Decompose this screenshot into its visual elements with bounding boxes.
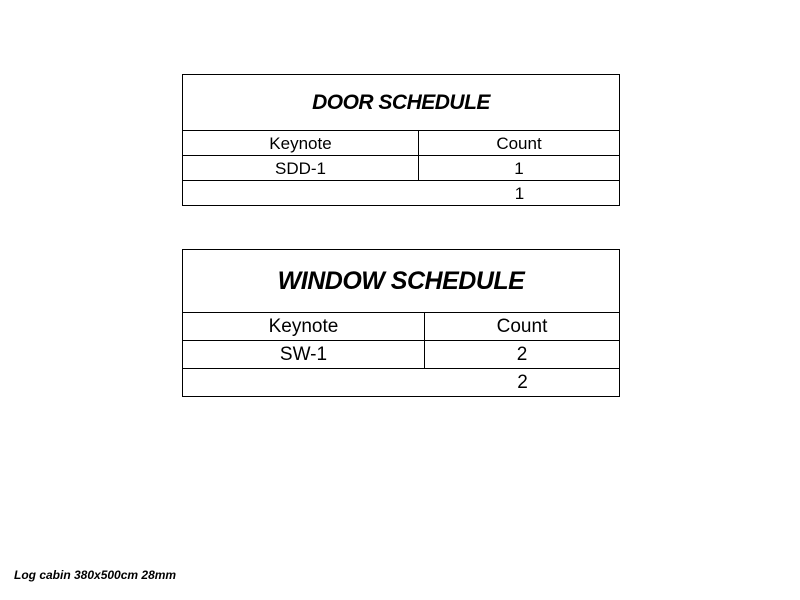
table-row [183,341,620,369]
door-schedule-table [182,74,620,206]
footer-note: Log cabin 380x500cm 28mm [14,568,177,582]
door-schedule-title-row [183,75,620,131]
window-count-cell: 2 [425,341,620,369]
door-total-cell [183,181,620,206]
window-total-cell [183,369,620,397]
window-schedule-total-row [183,369,620,397]
door-schedule-title: DOOR SCHEDULE [183,75,620,131]
door-total-value: 1 [514,183,525,203]
door-count-cell: 1 [419,156,620,181]
window-keynote-header: Keynote [183,313,425,341]
window-keynote-cell: SW-1 [183,341,425,369]
window-count-header: Count [425,313,620,341]
window-schedule-header-row [183,313,620,341]
door-keynote-header: Keynote [183,131,419,156]
window-schedule-title-row [183,250,620,313]
window-total-value: 2 [517,372,528,393]
table-row [183,156,620,181]
door-count-header: Count [419,131,620,156]
window-schedule-table [182,249,620,397]
door-schedule-total-row [183,181,620,206]
door-schedule-header-row [183,131,620,156]
window-schedule-title: WINDOW SCHEDULE [183,250,620,313]
door-keynote-cell: SDD-1 [183,156,419,181]
